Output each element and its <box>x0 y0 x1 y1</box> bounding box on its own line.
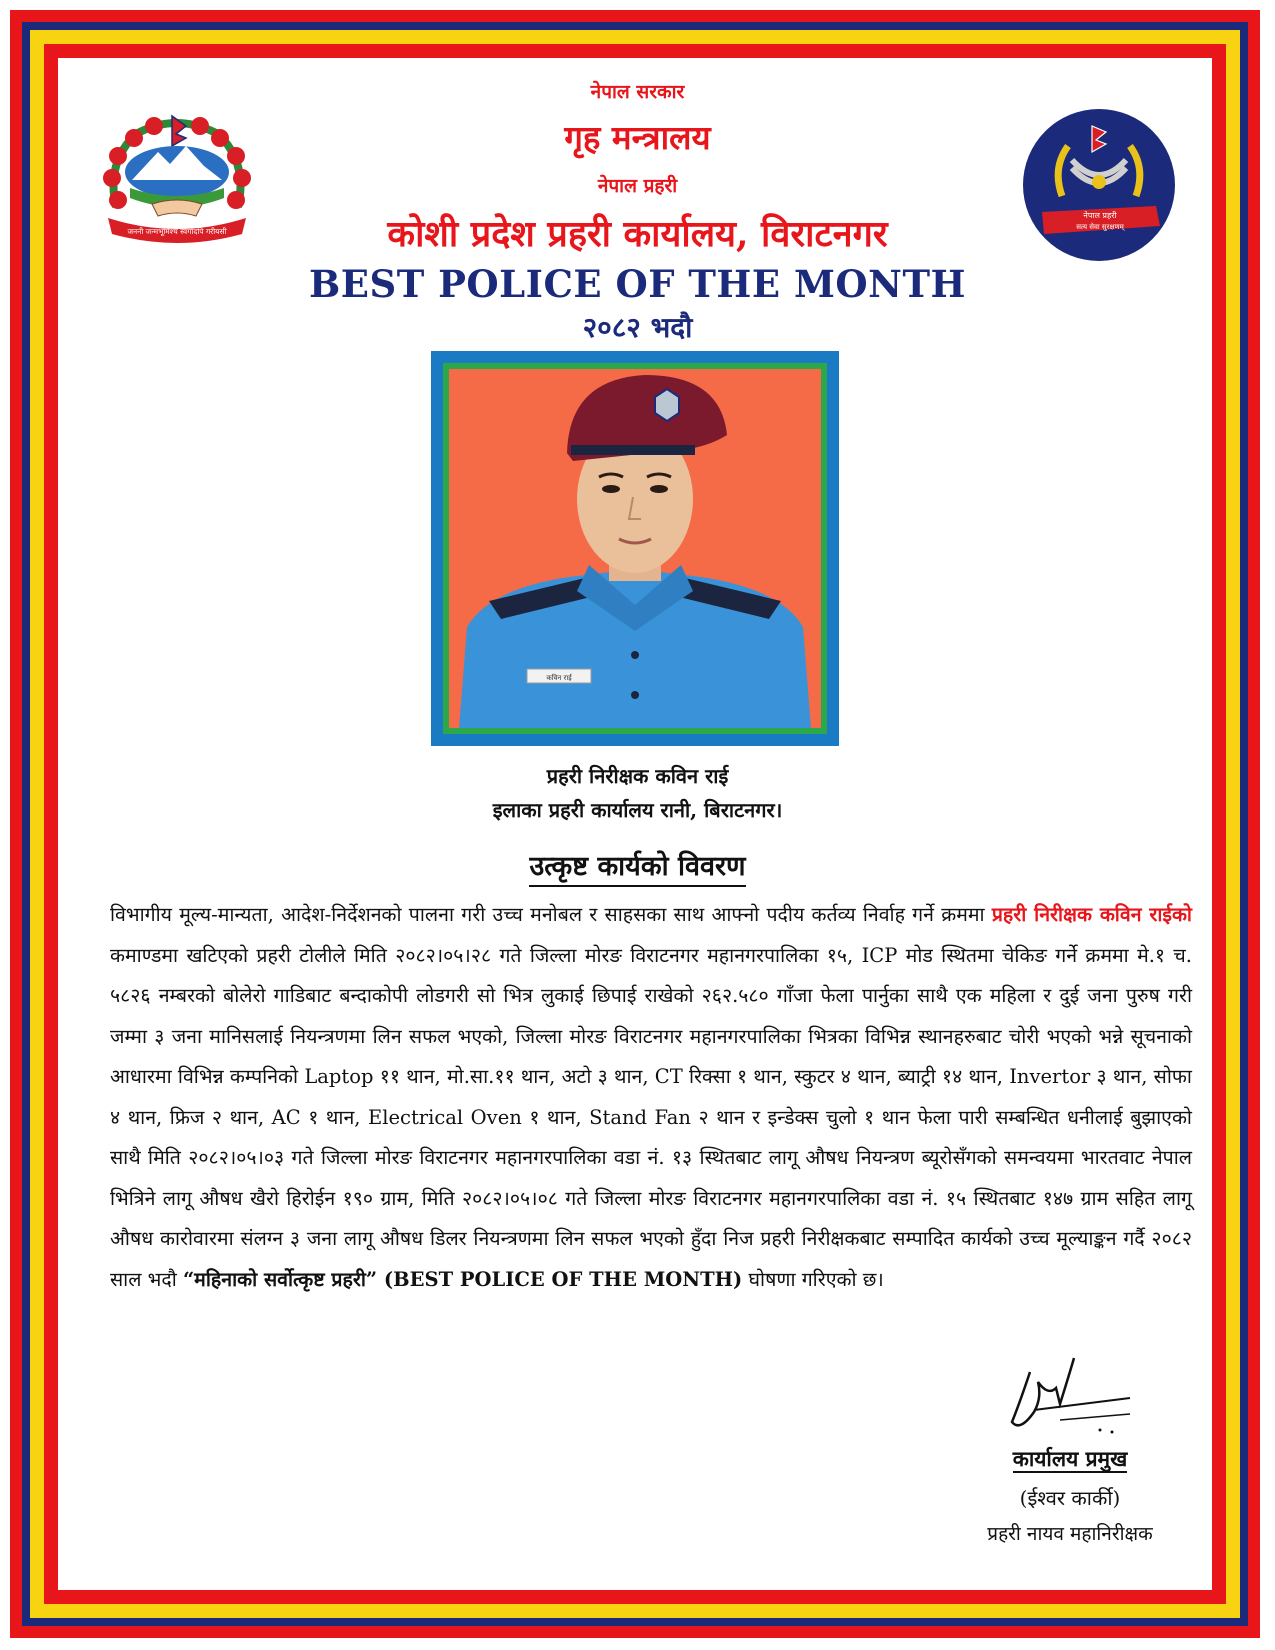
office-title: कोशी प्रदेश प्रहरी कार्यालय, विराटनगर <box>387 213 888 255</box>
award-month: २०८२ भदौ <box>582 311 693 344</box>
section-heading-wrap <box>0 846 1275 887</box>
citation-end: घोषणा गरिएको छ। <box>742 1267 884 1291</box>
section-heading: उत्कृष्ट कार्यको विवरण <box>529 846 745 887</box>
citation-start: विभागीय मूल्य-मान्यता, आदेश-निर्देशनको पालना गरी उच्च मनोबल र साहसका साथ आफ्नो पदीय कर्तव्य निर्वाह गर्ने क्रममा <box>110 903 992 926</box>
officer-portrait-icon <box>449 369 821 728</box>
citation-paragraph <box>110 895 1192 1300</box>
svg-text:जननी जन्मभूमिश्च स्वर्गादपि गर: जननी जन्मभूमिश्च स्वर्गादपि गरीयसी <box>127 227 227 236</box>
police-label: नेपाल प्रहरी <box>597 175 678 197</box>
signatory-rank: प्रहरी नायव महानिरीक्षक <box>987 1523 1153 1545</box>
citation-main: कमाण्डमा खटिएको प्रहरी टोलीले मिति २०८२।०५।२८ गते जिल्ला मोरङ विराटनगर महानगरपालिका १५, ICP मोड स्थितमा चेकिङ गर्ने क्रममा मे.१ च. ५८२६ नम्बरको बोलेरो गाडिबाट बन्दाकोपी लोडगरी सो भित्र लुकाई छिपाई राखेको २६२.५८० गाँजा फेला पार्नुका साथै एक महिला र दुई जना पुरुष गरी जम्मा ३ जना मानिसलाई नियन्त्रणमा लिन सफल भएको, जिल्ला मोरङ विराटनगर महानगरपालिका भित्रका विभिन्न स्थानहरुबाट चोरी भएको भन्ने सूचनाको आधारमा विभिन्न कम्पनिको Laptop ११ थान, मो.सा.११ थान, अटो ३ थान, CT रिक्सा १ थान, स्कुटर ४ थान, ब्याट्री १४ थान, Invertor ३ थान, सोफा ४ थान, फ्रिज २ थान, AC १ थान, Electrical Oven १ थान, Stand Fan २ थान र इन्डेक्स चुलो १ थान फेला पारी सम्बन्धित धनीलाई बुझाएको साथै मिति २०८२।०५।०३ गते जिल्ला मोरङ विराटनगर महानगरपालिका वडा नं. १३ स्थितबाट लागू औषध नियन्त्रण ब्यूरोसँगको समन्वयमा भारतवाट नेपाल भित्रिने लागू औषध खैरो हिरोईन १९० ग्राम, मिति २०८२।०५।०८ गते जिल्ला मोरङ विराटनगर महानगरपालिका वडा नं. १५ स्थितबाट १४७ ग्राम सहित लागू औषध कारोवारमा संलग्न ३ जना लागू औषध डिलर नियन्त्रणमा लिन सफल भएको हुँदा निज प्रहरी निरीक्षकबाट सम्पादित कार्यको उच्च मूल्याङ्कन गर्दै २०८२ साल भदौ <box>110 943 1192 1291</box>
ministry-title: गृह मन्त्रालय <box>564 118 711 157</box>
citation-award-phrase: “महिनाको सर्वोत्कृष्ट प्रहरी” (BEST POLICE OF THE MONTH) <box>182 1267 743 1291</box>
svg-text:सत्य सेवा सुरक्षणम्: सत्य सेवा सुरक्षणम् <box>1076 223 1124 231</box>
officer-photo-frame <box>431 351 839 746</box>
signatory-name: (ईश्वर कार्की) <box>1019 1486 1121 1510</box>
svg-text:नेपाल प्रहरी: नेपाल प्रहरी <box>1083 211 1117 220</box>
government-label: नेपाल सरकार <box>590 81 685 103</box>
officer-office: इलाका प्रहरी कार्यालय रानी, बिराटनगर। <box>492 798 783 822</box>
svg-text:कविन राई: कविन राई <box>546 674 572 682</box>
citation-officer-highlight: प्रहरी निरीक्षक कविन राईको <box>991 903 1192 926</box>
award-title: BEST POLICE OF THE MONTH <box>309 262 966 306</box>
signature-icon <box>990 1352 1140 1442</box>
signatory-title: कार्यालय प्रमुख <box>1012 1446 1128 1471</box>
officer-name: प्रहरी निरीक्षक कविन राई <box>546 764 729 788</box>
